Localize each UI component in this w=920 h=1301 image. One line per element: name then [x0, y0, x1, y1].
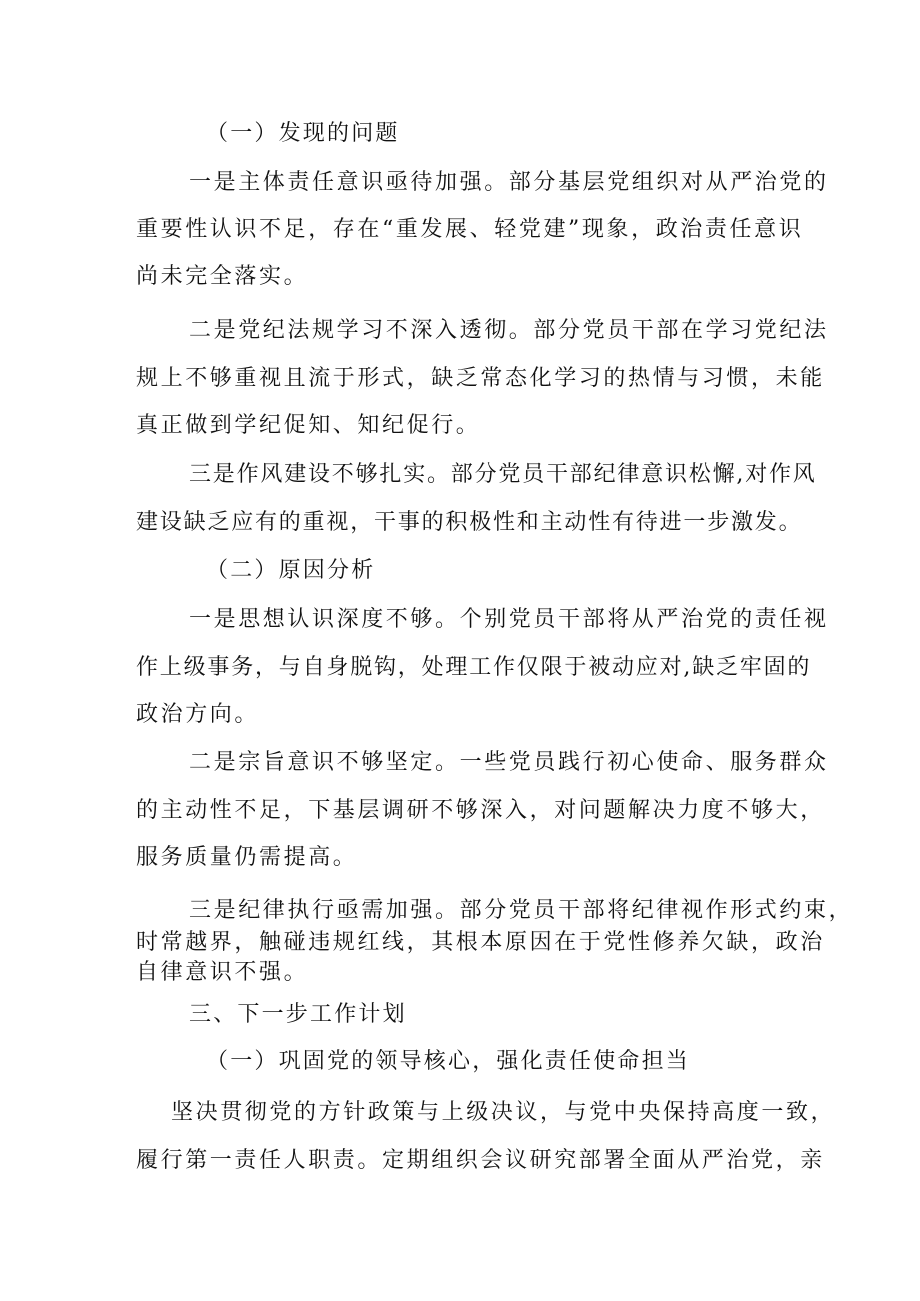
section-heading-next-plan: 三、下一步工作计划 — [189, 1002, 407, 1027]
paragraph-line: 二是党纪法规学习不深入透彻。部分党员干部在学习党纪法 — [189, 318, 829, 343]
paragraph-line: 服务质量仍需提高。 — [136, 845, 358, 870]
paragraph-line: 政治方向。 — [136, 702, 260, 727]
section-heading-causes: （二）原因分析 — [206, 558, 376, 583]
subsection-heading: （一）巩固党的领导核心，强化责任使命担当 — [206, 1049, 691, 1074]
paragraph-line: 二是宗旨意识不够坚定。一些党员践行初心使命、服务群众 — [189, 750, 829, 775]
paragraph-line: 重要性认识不足，存在“重发展、轻党建”现象，政治责任意识 — [136, 217, 804, 242]
paragraph-line: 作上级事务，与自身脱钩，处理工作仅限于被动应对,缺乏牢固的 — [136, 655, 812, 680]
section-heading-problems: （一）发现的问题 — [206, 121, 400, 146]
paragraph-line: 自律意识不强。 — [136, 960, 309, 985]
paragraph-line: 时常越界，触碰违规红线，其根本原因在于党性修养欠缺，政治 — [136, 930, 825, 955]
paragraph-line: 三是纪律执行亟需加强。部分党员干部将纪律视作形式约束， — [189, 898, 854, 923]
paragraph-line: 规上不够重视且流于形式，缺乏常态化学习的热情与习惯，未能 — [136, 366, 825, 391]
paragraph-line: 一是主体责任意识亟待加强。部分基层党组织对从严治党的 — [189, 170, 829, 195]
paragraph-line: 真正做到学纪促知、知纪促行。 — [136, 413, 481, 438]
paragraph-line: 三是作风建设不够扎实。部分党员干部纪律意识松懈,对作风 — [189, 462, 817, 487]
paragraph-line: 坚决贯彻党的方针政策与上级决议，与党中央保持高度一致， — [171, 1100, 836, 1125]
paragraph-line: 建设缺乏应有的重视，干事的积极性和主动性有待进一步激发。 — [136, 510, 803, 535]
paragraph-line: 尚未完全落实。 — [136, 264, 309, 289]
paragraph-line: 一是思想认识深度不够。个别党员干部将从严治党的责任视 — [189, 607, 829, 632]
paragraph-line: 的主动性不足，下基层调研不够深入，对问题解决力度不够大， — [136, 798, 825, 823]
paragraph-line: 履行第一责任人职责。定期组织会议研究部署全面从严治党，亲 — [136, 1148, 825, 1173]
